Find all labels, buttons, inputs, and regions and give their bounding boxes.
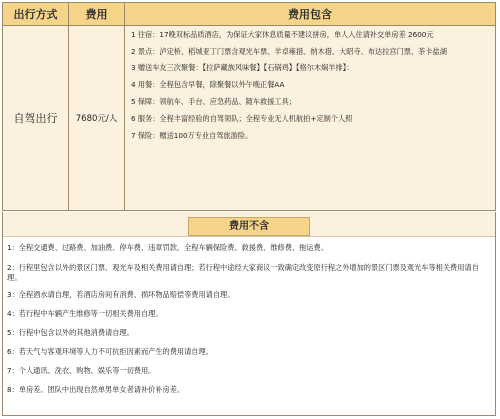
- excluded-item: 1：全程交通费、过路费、加油费、停车费、违章罚款、全程车辆保险费、救援费、维修费、拖运费。: [7, 243, 328, 252]
- included-item: 4 用餐：全程包含早餐，除聚餐以外午晚正餐AA: [131, 80, 285, 89]
- header-price: 费用: [69, 3, 125, 26]
- header-included: 费用包含: [125, 3, 496, 26]
- excluded-title: 费用不含: [188, 217, 310, 236]
- price-cell: 7680元/人: [69, 26, 125, 211]
- excluded-item: 3：全程酒水请自理，若酒店房间有消费、损坏物品赔偿等费用请自理。: [7, 290, 235, 299]
- included-item: 3 赠送车友三次聚餐：【拉萨藏族风味餐】【石锅鸡】【格尔木焖羊排】：: [131, 63, 354, 72]
- included-item: 1 住宿：17晚双标品质酒店，为保证大家休息质量不建议拼房，单人入住请补交单房差 2600元: [131, 30, 434, 39]
- header-travel-mode: 出行方式: [3, 3, 69, 26]
- fee-table-header-row: [3, 3, 496, 26]
- included-item: 5 保障：领航车、手台、应急药品、随车救援工具；: [131, 97, 296, 106]
- included-item: 2 景点：泸定桥、稻城亚丁门票含观光车票、羊卓雍措、纳木措、大昭寺、布达拉宫门票、茶卡盐湖: [131, 47, 447, 56]
- included-item: 6 服务：全程丰富经验的自驾领队；全程专业无人机航拍+定制个人照: [131, 114, 353, 123]
- excluded-item: 5：行程中包含以外的其他消费请自理。: [7, 328, 134, 337]
- excluded-item: 6：若天气与客观环境等人力不可抗拒因素而产生的费用请自理。: [7, 347, 213, 356]
- tour-fee-document: [2, 2, 496, 416]
- fee-table: [2, 2, 496, 211]
- included-item: 7 保险：赠送100万专业自驾旅游险。: [131, 131, 253, 140]
- excluded-item: 7：个人通讯、洗衣、购物、娱乐等一切费用。: [7, 366, 156, 375]
- excluded-section: [2, 212, 496, 416]
- travel-mode-cell: 自驾出行: [3, 26, 69, 211]
- excluded-item: 8：单房差。团队中出现自然单男单女者请补价补房差。: [7, 385, 185, 394]
- excluded-item: 4：若行程中车辆产生维修等一切相关费用自理。: [7, 309, 163, 318]
- included-cell: [125, 26, 496, 211]
- excluded-item: 2：行程里包含以外的景区门票、观光车及相关费用请自理；若行程中途经大家商议一致确定改变原行程之外增加的景区门票及观光车等相关费用请自理。: [7, 263, 479, 282]
- fee-table-row: [3, 26, 496, 211]
- excluded-list: [3, 236, 495, 415]
